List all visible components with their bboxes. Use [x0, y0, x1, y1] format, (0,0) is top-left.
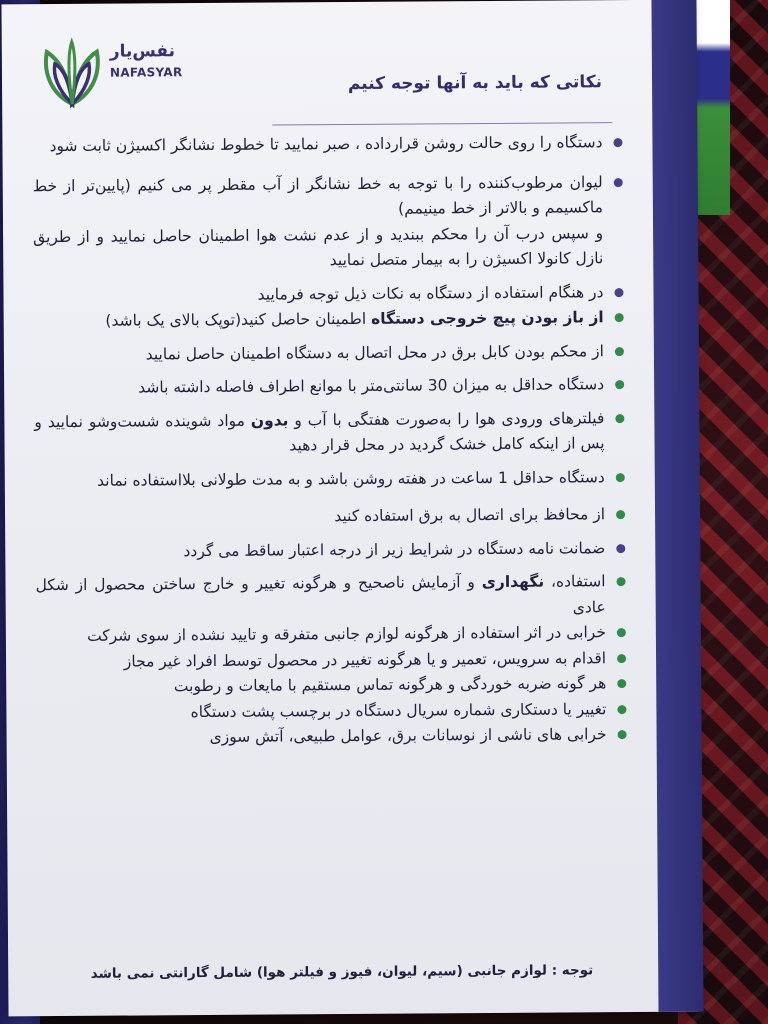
list-item — [35, 536, 627, 566]
bullet-icon — [617, 628, 626, 637]
list-item — [34, 406, 626, 461]
list-item — [34, 372, 626, 402]
list-item — [34, 339, 626, 369]
item-text: استفاده، — [544, 572, 606, 591]
list-item — [34, 305, 626, 335]
item-text: دستگاه را روی حالت روشن قرارداده ، صبر نمایید تا خطوط نشانگر اکسیژن ثابت شود — [49, 133, 603, 156]
item-text: لیوان مرطوب‌کننده را با توجه به خط نشانگر از آب مقطر پر می کنیم (پایین‌تر از خط ماکسیمم و بالاتر از خط مینیمم) — [32, 172, 603, 218]
bullet-icon — [616, 544, 625, 553]
item-text: خرابی های ناشی از نوسانات برق، عوامل طبیعی، آتش سوزی — [209, 725, 607, 746]
title-divider — [272, 122, 612, 125]
item-bold-text: نگهداری — [481, 572, 545, 592]
item-text: و سپس درب آن را محکم ببندید و از عدم نشت هوا اطمینان حاصل نمایید و از طریق نازل کانولا اکسیژن را به بیمار متصل نمایید — [33, 223, 604, 270]
item-text: اطمینان حاصل کنید(توپک بالای یک باشد) — [105, 309, 372, 330]
bullet-icon — [614, 178, 623, 187]
list-item — [35, 502, 627, 532]
bullet-icon — [617, 654, 626, 663]
list-item — [35, 569, 627, 624]
item-text: فیلترهای ورودی هوا را به‌صورت هفتگی با آب و — [288, 408, 605, 429]
page-title: نکاتی که باید به آنها توجه کنیم — [347, 72, 603, 95]
bullet-icon — [616, 510, 625, 519]
item-text: هر گونه ضربه خوردگی و هرگونه تماس مستقیم با مایعات و رطوبت — [173, 674, 607, 696]
list-item — [32, 130, 624, 160]
item-text: در هنگام استفاده از دستگاه به نکات ذیل توجه فرمایید — [257, 282, 604, 304]
list-item — [35, 465, 627, 495]
item-text: از محافظ برای اتصال به برق استفاده کنید — [334, 505, 606, 526]
item-text: ضمانت نامه دستگاه در شرایط زیر از درجه اعتبار ساقط می گردد — [183, 538, 606, 560]
bullet-icon — [615, 414, 624, 423]
bullet-icon — [617, 705, 626, 714]
brand-name-english: NAFASYAR — [109, 65, 183, 80]
brand-name-persian: نفس‌یار — [109, 41, 176, 62]
card-edge-stripe — [651, 0, 703, 1012]
lungs-leaf-logo-icon — [37, 34, 108, 110]
item-text: تغییر یا دستکاری شماره سریال دستگاه در برچسب پشت دستگاه — [190, 699, 607, 721]
bullet-icon — [615, 380, 624, 389]
item-text: دستگاه حداقل 1 ساعت در هفته روشن باشد و به مدت طولانی بلااستفاده نماند — [97, 467, 605, 490]
warranty-note: توجه : لوازم جانبی (سیم، لیوان، فیوز و فیلتر هوا) شامل گارانتی نمی باشد — [90, 962, 594, 982]
bullet-icon — [616, 577, 625, 586]
item-bold-text: از باز بودن پیچ خروجی دستگاه — [370, 308, 604, 328]
item-text: دستگاه حداقل به میزان 30 سانتی‌متر با موانع اطراف فاصله داشته باشد — [138, 375, 605, 397]
bullet-icon — [613, 138, 622, 147]
bullet-icon — [615, 347, 624, 356]
list-item — [33, 221, 625, 276]
item-text: مواد شوینده شست‌وشو نمایید و پس از اینکه کامل خشک گردید در محل قرار دهید — [34, 411, 605, 455]
item-text: و آزمایش ناصحیح و هرگونه تغییر و خارج ساختن محصول از شکل عادی — [35, 573, 606, 616]
instruction-card — [1, 0, 698, 1016]
bullet-icon — [617, 679, 626, 688]
bullet-icon — [614, 288, 623, 297]
list-item — [37, 722, 629, 752]
bullet-icon — [618, 730, 627, 739]
list-item — [33, 170, 625, 225]
bullet-icon — [616, 473, 625, 482]
item-bold-text: بدون — [250, 410, 289, 430]
tips-list — [32, 130, 628, 752]
item-text: اقدام به سرویس، تعمیر و یا هرگونه تغییر در محصول توسط افراد غیر مجاز — [123, 648, 607, 671]
bullet-icon — [615, 313, 624, 322]
item-text: خرابی در اثر استفاده از هرگونه لوازم جانبی متفرقه و تایید نشده از سوی شرکت — [86, 623, 606, 645]
item-text: از محکم بودن کابل برق در محل اتصال به دستگاه اطمینان حاصل نمایید — [145, 341, 604, 363]
